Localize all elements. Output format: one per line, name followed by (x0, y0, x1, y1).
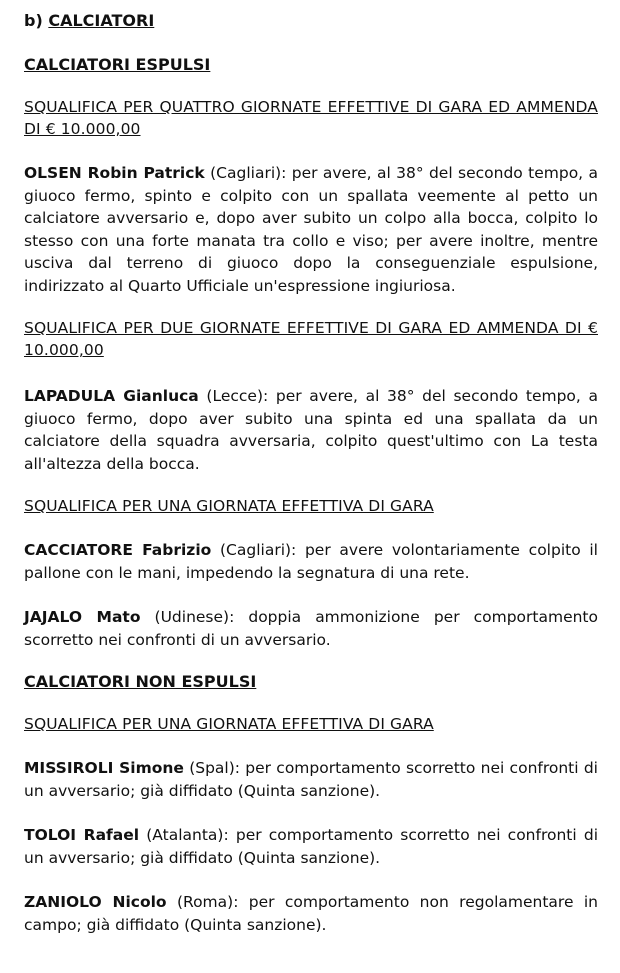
player-club: (Cagliari) (220, 541, 292, 559)
disciplinary-entry-toloi (24, 824, 598, 869)
heading-prefix: b) (24, 11, 43, 30)
player-club: (Lecce) (206, 387, 263, 405)
player-club: (Atalanta) (146, 826, 224, 844)
document-heading (24, 10, 598, 32)
entry-text: : per avere, al 38° del secondo tempo, a giuoco fermo, dopo aver subito una spinta ed una spallata da un calciatore della squadra avversaria, colpito quest'ultimo con La testa all'altezza della bocca. (24, 387, 598, 473)
entry-text: : doppia ammonizione per comportamento scorretto nei confronti di un avversario. (24, 608, 598, 649)
player-club: (Udinese) (154, 608, 230, 626)
entry-text: : per comportamento scorretto nei confronti di un avversario; già diffidato (Quinta sanzione). (24, 759, 598, 800)
player-name: MISSIROLI Simone (24, 759, 184, 777)
player-name: CACCIATORE Fabrizio (24, 541, 212, 559)
penalty-heading-one-game: SQUALIFICA PER UNA GIORNATA EFFETTIVA DI GARA (24, 497, 434, 515)
section-title-non-espulsi: CALCIATORI NON ESPULSI (24, 672, 257, 691)
player-name: ZANIOLO Nicolo (24, 893, 167, 911)
penalty-heading-four-games: SQUALIFICA PER QUATTRO GIORNATE EFFETTIVE DI GARA ED AMMENDA DI € 10.000,00 (24, 98, 598, 138)
player-club: (Cagliari) (210, 164, 282, 182)
disciplinary-entry-lapadula (24, 385, 598, 475)
disciplinary-entry-zaniolo (24, 891, 598, 936)
player-club: (Roma) (176, 893, 234, 911)
section-title-espulsi: CALCIATORI ESPULSI (24, 55, 211, 74)
disciplinary-entry-olsen (24, 162, 598, 297)
player-name: LAPADULA Gianluca (24, 387, 199, 405)
disciplinary-entry-jajalo (24, 606, 598, 651)
entry-text: : per comportamento scorretto nei confronti di un avversario; già diffidato (Quinta sanzione). (24, 826, 598, 867)
entry-text: : per comportamento non regolamentare in campo; già diffidato (Quinta sanzione). (24, 893, 598, 934)
entry-text: : per avere, al 38° del secondo tempo, a giuoco fermo, spinto e colpito con un spallata veemente al petto un calciatore avversario e, dopo aver subito un colpo alla bocca, colpito lo stesso con una forte manata tra collo e viso; per avere inoltre, mentre usciva dal terreno di giuoco dopo la conseguenziale espulsione, indirizzato al Quarto Ufficiale un'espressione ingiuriosa. (24, 164, 598, 295)
disciplinary-entry-missiroli (24, 757, 598, 802)
penalty-heading-two-games: SQUALIFICA PER DUE GIORNATE EFFETTIVE DI GARA ED AMMENDA DI € 10.000,00 (24, 319, 598, 359)
disciplinary-entry-cacciatore (24, 539, 598, 584)
penalty-heading-one-game: SQUALIFICA PER UNA GIORNATA EFFETTIVA DI GARA (24, 715, 434, 733)
player-name: OLSEN Robin Patrick (24, 164, 205, 182)
heading-title: CALCIATORI (48, 11, 155, 30)
player-club: (Spal) (189, 759, 235, 777)
entry-text: : per avere volontariamente colpito il pallone con le mani, impedendo la segnatura di una rete. (24, 541, 598, 582)
player-name: TOLOI Rafael (24, 826, 140, 844)
player-name: JAJALO Mato (24, 608, 141, 626)
